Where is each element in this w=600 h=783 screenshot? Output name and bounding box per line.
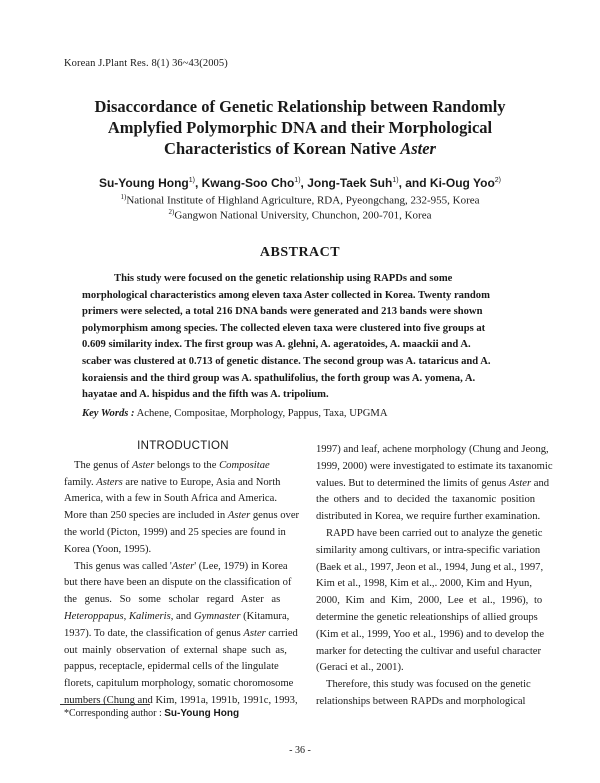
paragraph-line: similarity among cultivars, or intra-specific variation bbox=[316, 544, 541, 556]
paragraph-line: the genus. So some scholar regard Aster as bbox=[64, 594, 281, 606]
paragraph-line: family. Asters are native to Europe, Asia and North bbox=[64, 476, 281, 488]
author-4: , and Ki-Oug Yoo bbox=[398, 176, 495, 190]
footnote-rule bbox=[60, 704, 150, 705]
footnote-label: *Corresponding author : bbox=[64, 708, 165, 719]
paragraph-line: 1999, 2000) were investigated to estimate its taxanomic bbox=[316, 460, 553, 472]
author-2-affil: 1) bbox=[294, 177, 301, 184]
abstract-line: This study were focused on the genetic relationship using RAPDs and some bbox=[114, 273, 453, 284]
author-1: Su-Young Hong bbox=[98, 176, 189, 190]
title-line-1: Disaccordance of Genetic Relationship between Randomly bbox=[94, 97, 506, 116]
abstract-body bbox=[82, 271, 518, 404]
left-column bbox=[64, 438, 302, 710]
paragraph-line: The genus of Aster belongs to the Compositae bbox=[74, 459, 270, 471]
paragraph-line: (Kim et al., 1999, Yoo et al., 1996) and to develop the bbox=[316, 628, 545, 640]
author-list bbox=[60, 176, 540, 190]
paragraph-line: America, with a few in South Africa and America. bbox=[64, 493, 277, 505]
right-column bbox=[316, 442, 553, 711]
paragraph-line: the world (Picton, 1999) and 25 species are found in bbox=[64, 526, 286, 538]
title-genus: Aster bbox=[400, 139, 436, 158]
keywords-list: Achene, Compositae, Morphology, Pappus, Taxa, UPGMA bbox=[134, 408, 388, 419]
author-3: , Jong-Taek Suh bbox=[300, 176, 393, 190]
paragraph-line: 1997) and leaf, achene morphology (Chung and Jeong, bbox=[316, 444, 549, 455]
affiliation-2-mark: 2) bbox=[168, 208, 175, 216]
affiliation-2 bbox=[60, 208, 540, 222]
paragraph-line: out mainly observation of external shape such as, bbox=[64, 644, 287, 656]
paragraph-line: Kim et al., 1998, Kim et al.,. 2000, Kim and Hyun, bbox=[316, 578, 532, 590]
abstract-line: primers were selected, a total 216 DNA bands were generated and 213 bands were shown bbox=[82, 306, 483, 318]
author-3-affil: 1) bbox=[392, 177, 399, 184]
page-number: - 36 - bbox=[289, 745, 311, 756]
title-line-2: Amplyfied Polymorphic DNA and their Morphological bbox=[107, 118, 493, 137]
abstract-line: polymorphism among species. The collected eleven taxa were clustered into five groups at bbox=[82, 322, 486, 334]
title-line-3-text: Characteristics of Korean Native bbox=[164, 139, 401, 158]
keywords-label: Key Words : bbox=[82, 408, 135, 419]
paragraph-line: pappus, receptacle, epidermal cells of the lingulate bbox=[64, 661, 279, 673]
introduction-heading: INTRODUCTION bbox=[137, 440, 229, 452]
abstract-line: hayatae and A. hispidus and the fifth was A. tripolium. bbox=[82, 389, 329, 401]
author-1-affil: 1) bbox=[188, 177, 195, 184]
paragraph-line: This genus was called 'Aster' (Lee, 1979) in Korea bbox=[74, 560, 288, 572]
paragraph-line: numbers (Chung and Kim, 1991a, 1991b, 1991c, 1993, bbox=[64, 694, 298, 706]
paragraph-line: values. But to determined the limits of genus Aster and bbox=[316, 477, 550, 489]
footnote bbox=[64, 708, 239, 719]
affiliation-2-text: Gangwon National University, Chunchon, 200-701, Korea bbox=[174, 209, 432, 222]
title-line-3 bbox=[60, 138, 540, 159]
paragraph-line: Heteroppapus, Kalimeris, and Gymnaster (Kitamura, bbox=[64, 610, 290, 622]
paragraph-line: but there have been an dispute on the classification of bbox=[64, 577, 292, 589]
footnote-author: Su-Young Hong bbox=[164, 708, 240, 719]
author-4-affil: 2) bbox=[494, 177, 502, 184]
paragraph-line: 1937). To date, the classification of genus Aster carried bbox=[64, 627, 298, 639]
paragraph-line: distributed in Korea, we require further examination. bbox=[316, 511, 541, 523]
paragraph-line: More than 250 species are included in Aster genus over bbox=[64, 510, 300, 522]
paragraph-line: Korea (Yoon, 1995). bbox=[64, 543, 152, 555]
paragraph-line: Therefore, this study was focused on the genetic bbox=[326, 679, 531, 691]
paragraph-line: 2000, Kim and Kim, 2000, Lee et al., 1996), to bbox=[316, 595, 543, 607]
paragraph-line: RAPD have been carried out to analyze the genetic bbox=[326, 527, 543, 539]
abstract-line: morphological characteristics among eleven taxa Aster collected in Korea. Twenty random bbox=[82, 289, 490, 301]
paragraph-line: florets, capitulum morphology, somatic choromosome bbox=[64, 678, 294, 690]
keywords bbox=[82, 408, 387, 419]
abstract-line: scaber was clustered at 0.713 of genetic distance. The second group was A. tataricus and A. bbox=[82, 355, 491, 367]
affiliation-1-mark: 1) bbox=[120, 193, 127, 201]
paragraph-line: the others and to decided the taxanomic position bbox=[316, 494, 536, 506]
paragraph-line: (Baek et al., 1997, Jeon et al., 1994, Jung et al., 1997, bbox=[316, 561, 544, 573]
journal-citation: Korean J.Plant Res. 8(1) 36~43(2005) bbox=[64, 58, 228, 69]
abstract-heading: ABSTRACT bbox=[259, 245, 341, 260]
author-2: , Kwang-Soo Cho bbox=[194, 176, 295, 190]
paper-title bbox=[60, 96, 540, 159]
paragraph-line: (Geraci et al., 2001). bbox=[316, 662, 404, 674]
abstract-line: koraiensis and the third group was A. spathulifolius, the forth group was A. yomena, A. bbox=[82, 372, 476, 384]
paragraph-line: marker for detecting the cultivar and useful character bbox=[316, 645, 542, 657]
affiliation-1 bbox=[60, 193, 540, 207]
affiliation-1-text: National Institute of Highland Agriculture, RDA, Pyeongchang, 232-955, Korea bbox=[126, 194, 480, 207]
paragraph-line: determine the genetic releationships of allied groups bbox=[316, 611, 538, 623]
abstract-line: 0.609 similarity index. The first group was A. glehni, A. ageratoides, A. maackii and A. bbox=[82, 339, 471, 351]
paragraph-line: relationships between RAPDs and morphological bbox=[316, 695, 526, 707]
